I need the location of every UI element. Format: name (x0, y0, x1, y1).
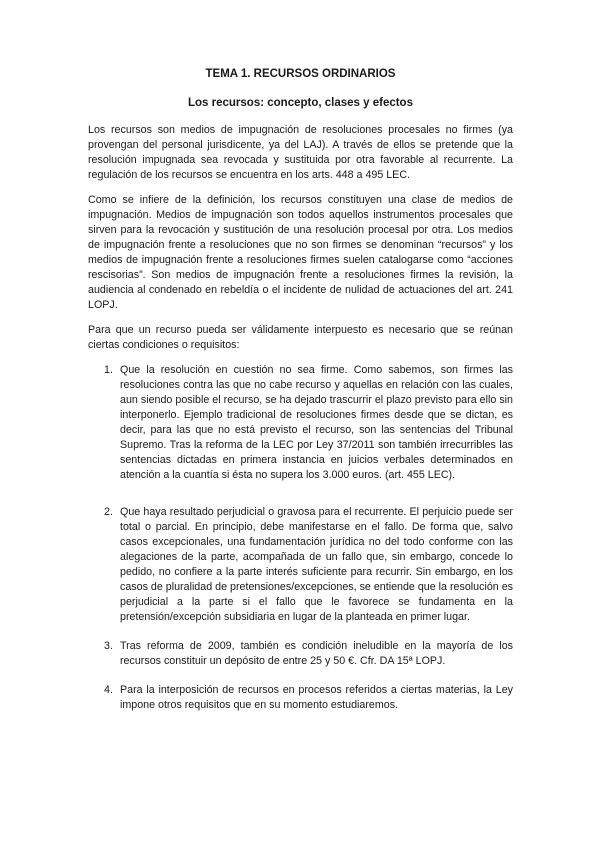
list-item-text: Para la interposición de recursos en procesos referidos a ciertas materias, la Ley impone otros requisitos que en su momento estudiaremos. (120, 684, 513, 711)
list-item-number: 4. (104, 684, 113, 696)
paragraph-requisitos-intro: Para que un recurso pueda ser válidamente interpuesto es necesario que se reúnan ciertas condiciones o requisitos: (88, 324, 513, 351)
list-item-text: Que haya resultado perjudicial o gravosa para el recurrente. El perjuicio puede ser total o parcial. En principio, debe manifestarse en el fallo. De forma que, salvo casos excepcionales, una fundamentación jurídica no del todo conforme con las alegaciones de la parte, acompañada de un fallo que, sin embargo, concede lo pedido, no confiere a la parte interés suficiente para recurrir. Sin embargo, en los casos de pluralidad de pretensiones/excepciones, se entiende que la resolución es perjudicial a la parte si el fallo que le favorece se fundamenta en la pretensión/excepción subsidiaria en lugar de la planteada en primer lugar. (120, 506, 513, 623)
list-item-number: 3. (104, 640, 113, 652)
requirements-list (88, 363, 513, 713)
document-body (88, 67, 513, 713)
list-item-number: 1. (104, 364, 113, 376)
document-title: TEMA 1. RECURSOS ORDINARIOS (205, 68, 396, 80)
list-item (88, 505, 513, 625)
list-item-text: Que la resolución en cuestión no sea firme. Como sabemos, son firmes las resoluciones contra las que no cabe recurso y aquellas en relación con las cuales, aun siendo posible el recurso, se ha dejado trascurrir el plazo previsto para ello sin interponerlo. Ejemplo tradicional de resoluciones firmes desde que se dictan, es decir, para las que no está previsto el recurso, son las sentencias del Tribunal Supremo. Tras la reforma de la LEC por Ley 37/2011 son también irrecurribles las sentencias dictadas en primera instancia en juicios verbales determinados en atención a la cuantía si ésta no supera los 3.000 euros. (art. 455 LEC). (120, 364, 513, 481)
list-item-text: Tras reforma de 2009, también es condición ineludible en la mayoría de los recursos constituir un depósito de entre 25 y 50 €. Cfr. DA 15ª LOPJ. (120, 640, 513, 667)
list-item-number: 2. (104, 506, 113, 518)
list-item (88, 363, 513, 483)
list-item (88, 639, 513, 669)
paragraph-definition: Los recursos son medios de impugnación de resoluciones procesales no firmes (ya provengan del personal jurisdicente, ya del LAJ). A través de ellos se pretende que la resolución impugnada sea revocada y sustituida por otra favorable al recurrente. La regulación de los recursos se encuentra en los arts. 448 a 495 LEC. (88, 124, 513, 181)
list-item (88, 683, 513, 713)
section-subtitle: Los recursos: concepto, clases y efectos (188, 97, 413, 109)
paragraph-medios-impugnacion: Como se infiere de la definición, los recursos constituyen una clase de medios de impugnación. Medios de impugnación son todos aquellos instrumentos procesales que sirven para la revocación y sustitución de una resolución procesal por otra. Los medios de impugnación frente a resoluciones que no son firmes se denominan “recursos” y los medios de impugnación frente a resoluciones firmes suelen catalogarse como “acciones rescisorias”. Son medios de impugnación frente a resoluciones firmes la revisión, la audiencia al condenado en rebeldía o el incidente de nulidad de actuaciones del art. 241 LOPJ. (88, 194, 513, 311)
